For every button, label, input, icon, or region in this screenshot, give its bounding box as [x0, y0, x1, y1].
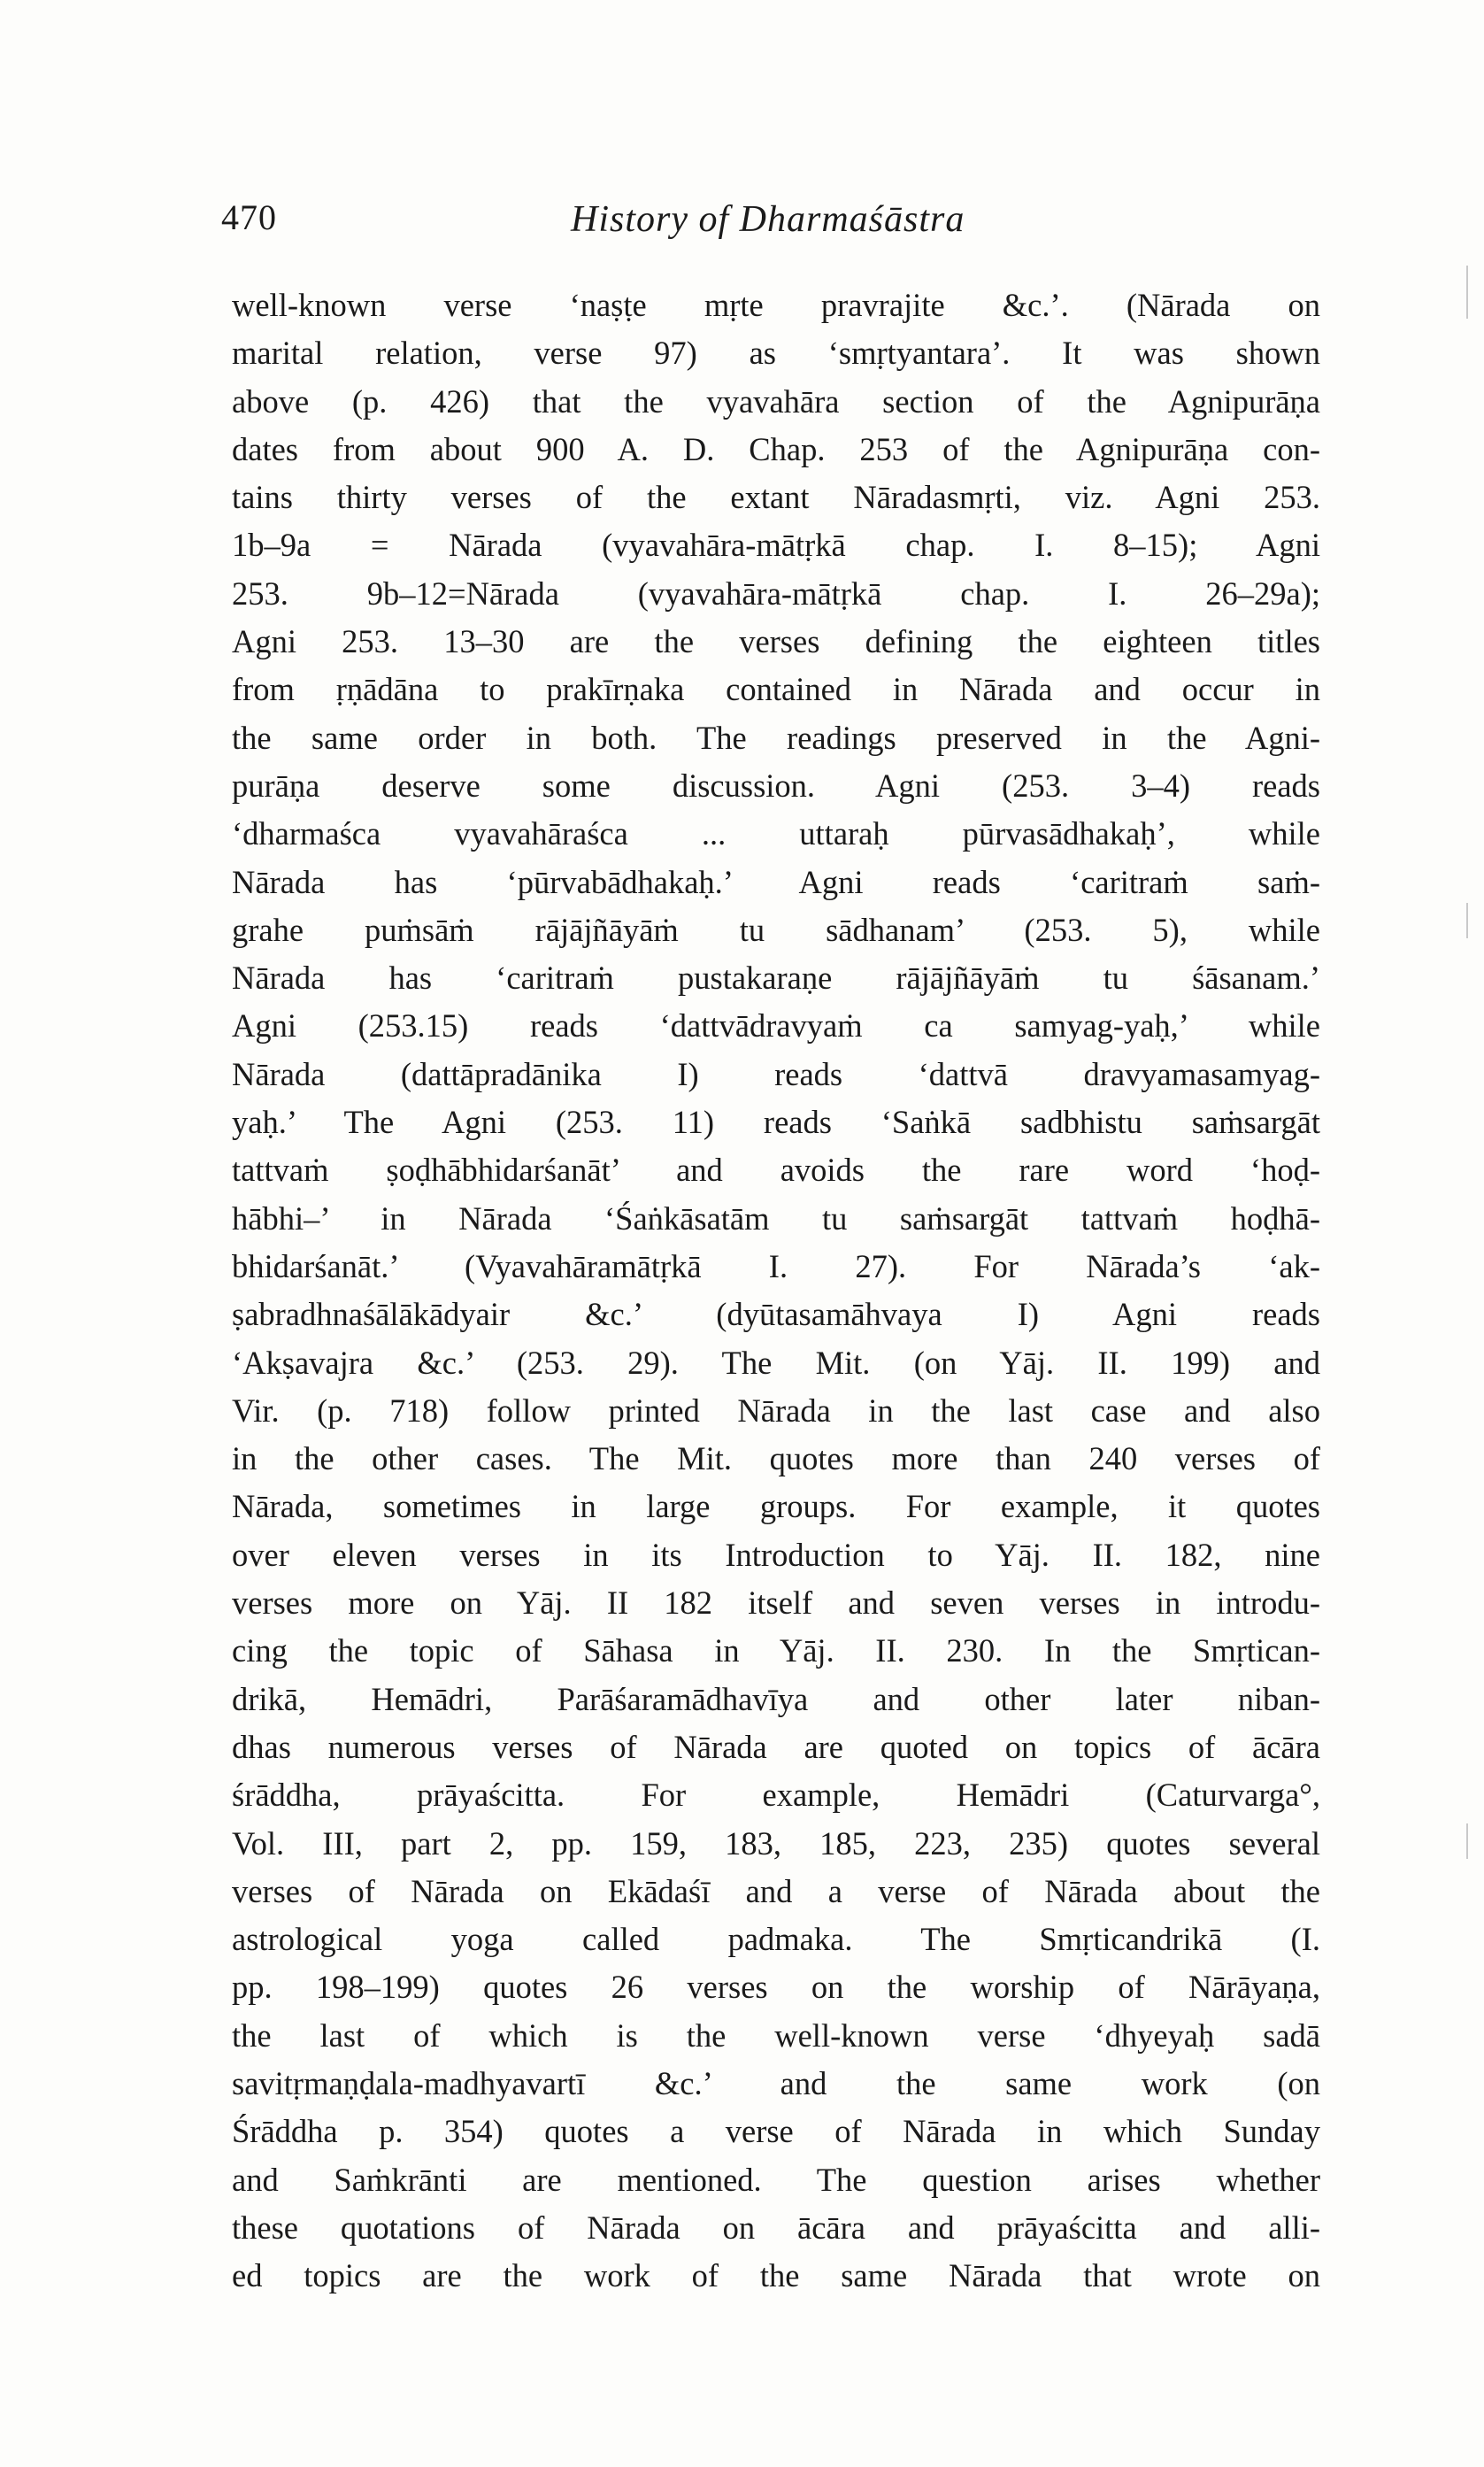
text-line: śrāddha, prāyaścitta. For example, Hemādri (Caturvarga°,: [232, 1777, 1320, 1814]
text-line: dhas numerous verses of Nārada are quoted on topics of ācāra: [232, 1728, 1320, 1765]
text-line: Agni 253. 13–30 are the verses defining the eighteen titles: [232, 623, 1320, 660]
text-line: Vol. III, part 2, pp. 159, 183, 185, 223, 235) quotes several: [232, 1824, 1320, 1862]
text-line: ‘dharmaśca vyavahāraśca ... uttaraḥ pūrvasādhakaḥ’, while: [232, 815, 1320, 852]
scan-edge-mark: [1466, 1823, 1468, 1859]
body-text: [232, 281, 1320, 2300]
text-line: purāṇa deserve some discussion. Agni (253. 3–4) reads: [232, 767, 1320, 804]
text-line: cing the topic of Sāhasa in Yāj. II. 230. In the Smṛtican-: [232, 1632, 1320, 1669]
text-line: Vir. (p. 718) follow printed Nārada in the last case and also: [232, 1392, 1320, 1429]
text-line: savitṛmaṇḍala-madhyavartī &c.’ and the same work (on: [232, 2064, 1320, 2101]
running-head: [221, 197, 1310, 250]
page-title: History of Dharmaśāstra: [571, 199, 965, 240]
text-line: verses more on Yāj. II 182 itself and seven verses in introdu-: [232, 1584, 1320, 1622]
text-line: ṣabradhnaśālākādyair &c.’ (dyūtasamāhvaya I) Agni reads: [232, 1296, 1320, 1333]
text-line: the last of which is the well-known verse ‘dhyeyaḥ sadā: [232, 2016, 1320, 2054]
scan-edge-mark: [1466, 266, 1468, 319]
text-line: Nārada (dattāpradānika I) reads ‘dattvā dravyamasamyag-: [232, 1055, 1320, 1092]
text-line: over eleven verses in its Introduction to Yāj. II. 182, nine: [232, 1536, 1320, 1573]
text-line: these quotations of Nārada on ācāra and prāyaścitta and alli-: [232, 2209, 1320, 2246]
text-line: tains thirty verses of the extant Nāradasmṛti, viz. Agni 253.: [232, 479, 1320, 516]
text-line: grahe puṁsāṁ rājājñāyāṁ tu sādhanam’ (253. 5), while: [232, 911, 1320, 948]
text-line: and Saṁkrānti are mentioned. The question arises whether: [232, 2161, 1320, 2198]
text-line: tattvaṁ ṣoḍhābhidarśanāt’ and avoids the rare word ‘hoḍ-: [232, 1152, 1320, 1189]
text-line: Nārada has ‘pūrvabādhakaḥ.’ Agni reads ‘caritraṁ saṁ-: [232, 863, 1320, 900]
text-line: drikā, Hemādri, Parāśaramādhavīya and other later niban-: [232, 1680, 1320, 1717]
text-line: ed topics are the work of the same Nārada that wrote on: [232, 2257, 1320, 2294]
scan-edge-mark: [1466, 903, 1468, 938]
text-line: Śrāddha p. 354) quotes a verse of Nārada in which Sunday: [232, 2113, 1320, 2150]
text-line: Nārada, sometimes in large groups. For example, it quotes: [232, 1488, 1320, 1525]
text-line: above (p. 426) that the vyavahāra section of the Agnipurāṇa: [232, 382, 1320, 420]
text-line: astrological yoga called padmaka. The Smṛticandrikā (I.: [232, 1921, 1320, 1958]
text-line: Agni (253.15) reads ‘dattvādravyaṁ ca samyag-yaḥ,’ while: [232, 1007, 1320, 1045]
text-line: pp. 198–199) quotes 26 verses on the worship of Nārāyaṇa,: [232, 1969, 1320, 2006]
text-line: 1b–9a = Nārada (vyavahāra-mātṛkā chap. I. 8–15); Agni: [232, 527, 1320, 564]
text-line: 253. 9b–12=Nārada (vyavahāra-mātṛkā chap. I. 26–29a);: [232, 574, 1320, 612]
text-line: Nārada has ‘caritraṁ pustakaraṇe rājājñāyāṁ tu śāsanam.’: [232, 960, 1320, 997]
text-line: ‘Akṣavajra &c.’ (253. 29). The Mit. (on Yāj. II. 199) and: [232, 1344, 1320, 1381]
page-number: 470: [221, 197, 277, 237]
text-line: bhidarśanāt.’ (Vyavahāramātṛkā I. 27). For Nārada’s ‘ak-: [232, 1247, 1320, 1284]
text-line: dates from about 900 A. D. Chap. 253 of the Agnipurāṇa con-: [232, 430, 1320, 467]
text-line: the same order in both. The readings preserved in the Agni-: [232, 719, 1320, 756]
text-line: verses of Nārada on Ekādaśī and a verse of Nārada about the: [232, 1872, 1320, 1909]
text-line: yaḥ.’ The Agni (253. 11) reads ‘Saṅkā sadbhistu saṁsargāt: [232, 1104, 1320, 1141]
text-line: from ṛṇādāna to prakīrṇaka contained in Nārada and occur in: [232, 671, 1320, 708]
text-line: in the other cases. The Mit. quotes more than 240 verses of: [232, 1440, 1320, 1477]
text-line: marital relation, verse 97) as ‘smṛtyantara’. It was shown: [232, 335, 1320, 372]
text-line: hābhi–’ in Nārada ‘Śaṅkāsatām tu saṁsargāt tattvaṁ hoḍhā-: [232, 1199, 1320, 1237]
text-line: well-known verse ‘naṣṭe mṛte pravrajite &c.’. (Nārada on: [232, 287, 1320, 323]
